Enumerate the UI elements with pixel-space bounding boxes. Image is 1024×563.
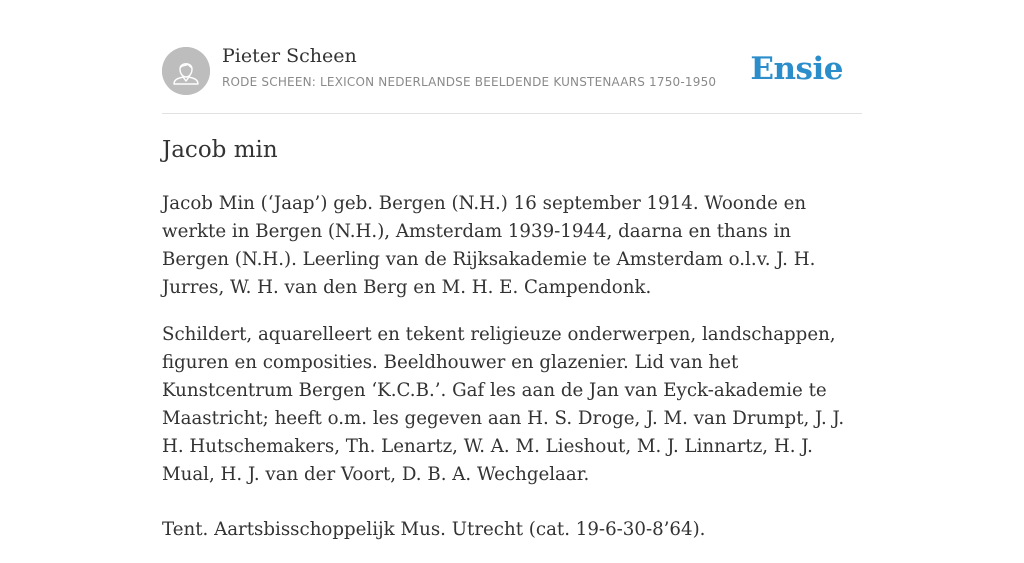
page — [162, 0, 862, 540]
user-icon — [162, 47, 210, 95]
ensie-logo[interactable]: Ensie — [750, 51, 843, 87]
author-avatar[interactable] — [162, 47, 210, 95]
author-header — [162, 0, 862, 114]
author-source: RODE SCHEEN: LEXICON NEDERLANDSE BEELDENDE KUNSTENAARS 1750-1950 — [222, 75, 717, 89]
page-title: Jacob min — [162, 137, 278, 163]
author-name[interactable]: Pieter Scheen — [222, 45, 357, 67]
article-paragraph: Schildert, aquarelleert en tekent religieuze onderwerpen, landschappen, figuren en composities. Beeldhouwer en glazenier. Lid van het Kunstcentrum Bergen ‘K.C.B.’. Gaf les aan de Jan van Eyck-akademie te Maastricht; heeft o.m. les gegeven aan H. S. Droge, J. M. van Drumpt, J. J. H. Hutschemakers, Th. Lenartz, W. A. M. Lieshout, M. J. Linnartz, H. J. Mual, H. J. van der Voort, D. B. A. Wechgelaar. — [162, 324, 845, 485]
article-paragraph: Jacob Min (‘Jaap’) geb. Bergen (N.H.) 16 september 1914. Woonde en werkte in Bergen (N.H.), Amsterdam 1939-1944, daarna en thans in Bergen (N.H.). Leerling van de Rijksakademie te Amsterdam o.l.v. J. H. Jurres, W. H. van den Berg en M. H. E. Campendonk. — [162, 193, 816, 298]
article-paragraph: Tent. Aartsbisschoppelijk Mus. Utrecht (cat. 19-6-30-8’64). — [162, 519, 706, 540]
article-body — [162, 190, 862, 563]
